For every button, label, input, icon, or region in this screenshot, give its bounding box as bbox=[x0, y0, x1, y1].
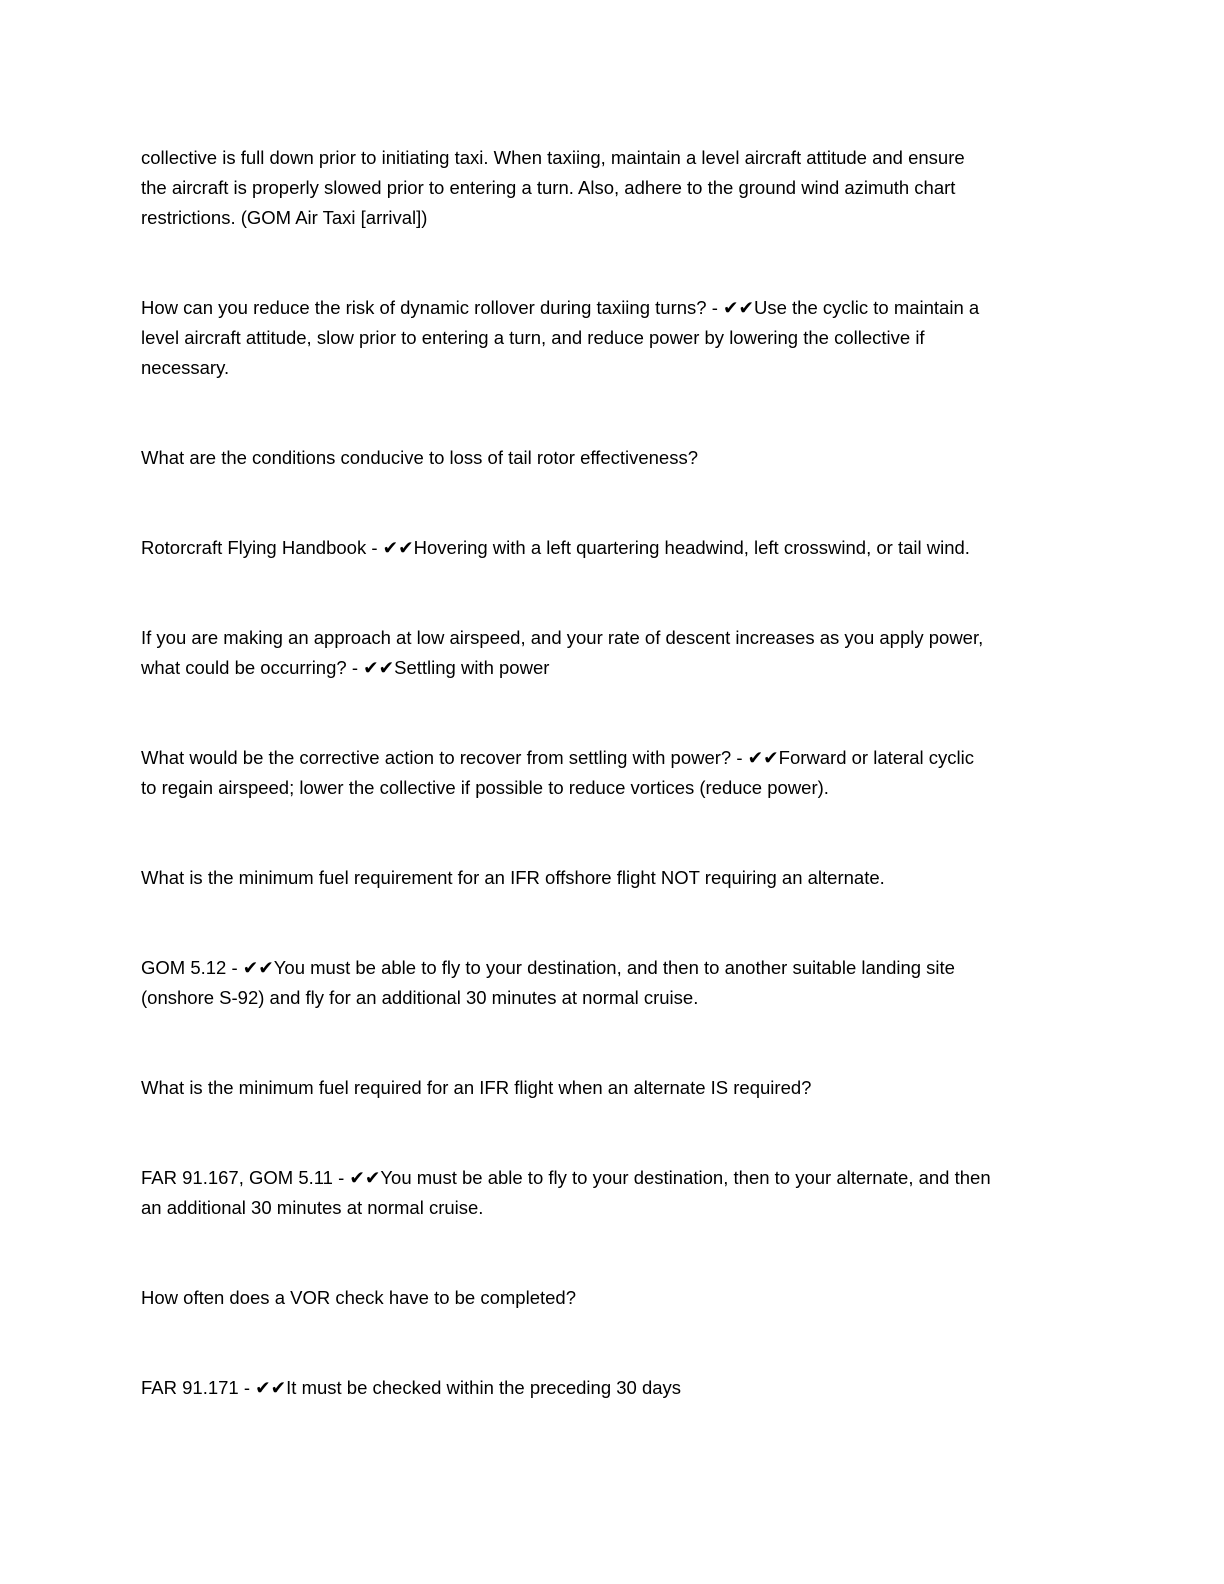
text-paragraph bbox=[141, 743, 1084, 803]
text-line: How can you reduce the risk of dynamic rollover during taxiing turns? - ✔✔Use the cyclic to maintain a bbox=[141, 297, 980, 318]
text-paragraph bbox=[141, 443, 1084, 473]
text-line: to regain airspeed; lower the collective if possible to reduce vortices (reduce power). bbox=[141, 777, 829, 798]
text-paragraph bbox=[141, 953, 1084, 1013]
text-line: an additional 30 minutes at normal cruise. bbox=[141, 1197, 484, 1218]
text-paragraph bbox=[141, 533, 1084, 563]
text-line: What are the conditions conducive to loss of tail rotor effectiveness? bbox=[141, 447, 699, 468]
text-paragraph bbox=[141, 623, 1084, 683]
text-line: What would be the corrective action to recover from settling with power? - ✔✔Forward or lateral cyclic bbox=[141, 747, 974, 768]
text-paragraph bbox=[141, 1283, 1084, 1313]
text-line: (onshore S-92) and fly for an additional 30 minutes at normal cruise. bbox=[141, 987, 699, 1008]
text-line: collective is full down prior to initiating taxi. When taxiing, maintain a level aircraft attitude and ensure bbox=[141, 147, 965, 168]
text-paragraph bbox=[141, 1373, 1084, 1403]
text-line: restrictions. (GOM Air Taxi [arrival]) bbox=[141, 207, 428, 228]
text-line: what could be occurring? - ✔✔Settling with power bbox=[141, 657, 550, 678]
text-line: the aircraft is properly slowed prior to entering a turn. Also, adhere to the ground wind azimuth chart bbox=[141, 177, 956, 198]
text-paragraph bbox=[141, 1073, 1084, 1103]
text-paragraph bbox=[141, 293, 1084, 383]
text-line: necessary. bbox=[141, 357, 230, 378]
text-paragraph bbox=[141, 143, 1084, 233]
text-line: level aircraft attitude, slow prior to entering a turn, and reduce power by lowering the collective if bbox=[141, 327, 925, 348]
text-line: GOM 5.12 - ✔✔You must be able to fly to your destination, and then to another suitable landing site bbox=[141, 957, 955, 978]
text-line: What is the minimum fuel required for an IFR flight when an alternate IS required? bbox=[141, 1077, 812, 1098]
text-line: FAR 91.171 - ✔✔It must be checked within the preceding 30 days bbox=[141, 1377, 682, 1398]
text-line: If you are making an approach at low airspeed, and your rate of descent increases as you apply power, bbox=[141, 627, 984, 648]
text-line: FAR 91.167, GOM 5.11 - ✔✔You must be able to fly to your destination, then to your alternate, and then bbox=[141, 1167, 991, 1188]
text-line: How often does a VOR check have to be completed? bbox=[141, 1287, 577, 1308]
text-paragraph bbox=[141, 863, 1084, 893]
text-paragraph bbox=[141, 1163, 1084, 1223]
text-line: What is the minimum fuel requirement for an IFR offshore flight NOT requiring an alternate. bbox=[141, 867, 885, 888]
text-line: Rotorcraft Flying Handbook - ✔✔Hovering with a left quartering headwind, left crosswind, or tail wind. bbox=[141, 537, 970, 558]
